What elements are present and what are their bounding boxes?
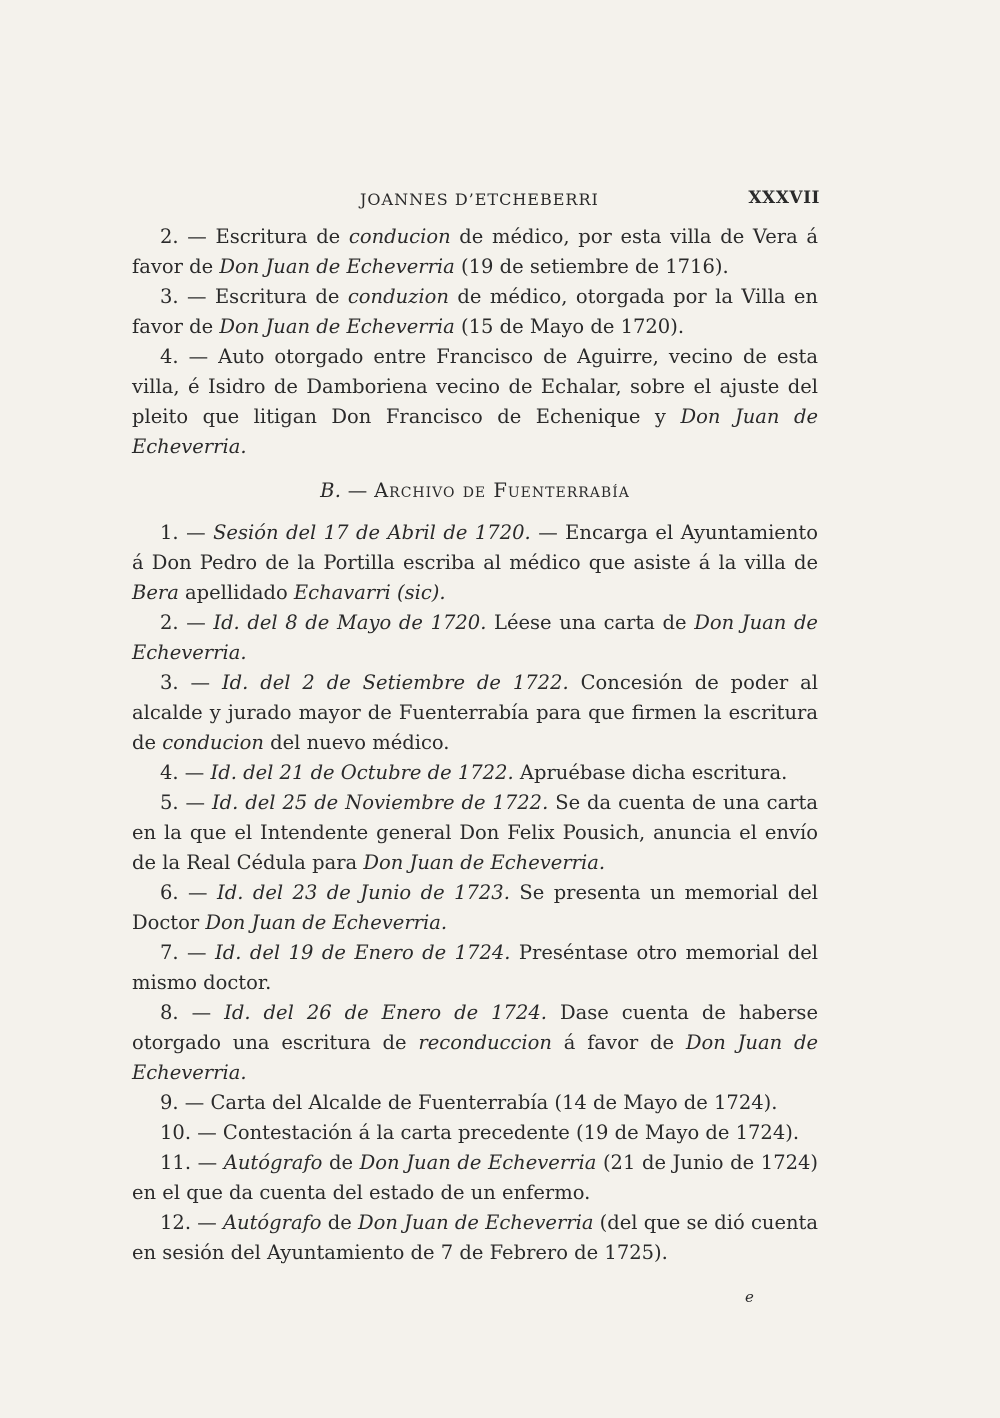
entry-italic-text: Echavarri (sic). xyxy=(293,581,446,604)
entry-text: (19 de setiembre de 1716). xyxy=(454,255,729,278)
entry-italic-text: Bera xyxy=(132,581,179,604)
entry-italic-text: Id. del 19 de Enero de 1724. xyxy=(206,941,511,964)
list-item xyxy=(132,788,818,878)
entry-text: (21 de Junio de 1724) en el que da cuenta del estado de un enfermo. xyxy=(132,1151,819,1204)
entry-number: 3. — xyxy=(160,285,207,308)
entry-number: 4. — xyxy=(160,345,209,368)
entry-text: Auto otorgado entre Francisco de Aguirre, vecino de esta villa, é Isidro de Damboriena vecino de Echalar, sobre el ajuste del pleito que litigan Don Francisco de Echenique y xyxy=(132,345,818,428)
entry-italic-text: Don Juan de Echeverria xyxy=(219,315,455,338)
entry-text: de xyxy=(322,1151,360,1174)
entry-text: de médico, otorgada por la Villa en favor de xyxy=(132,285,818,338)
list-item xyxy=(132,938,818,998)
entry-italic-text: Id. del 21 de Octubre de 1722. xyxy=(204,761,514,784)
entry-text: Concesión de poder al alcalde y jurado mayor de Fuenterrabía para que firmen la escritura de xyxy=(132,671,819,754)
entry-italic-text: conduzion xyxy=(347,285,449,308)
entries-list-a xyxy=(132,222,818,462)
entry-italic-text: Don Juan de Echeverria xyxy=(358,1211,594,1234)
entry-text: Dase cuenta de haberse otorgado una escritura de xyxy=(132,1001,818,1054)
entry-italic-text: Don Juan de Echeverria xyxy=(359,1151,597,1174)
entry-italic-text: conducion xyxy=(162,731,264,754)
list-item xyxy=(132,222,818,282)
list-item xyxy=(132,878,818,938)
list-item xyxy=(132,1208,818,1268)
list-item xyxy=(132,1088,818,1118)
list-item xyxy=(132,758,818,788)
entry-text: — Encarga el Ayuntamiento á Don Pedro de la Portilla escriba al médico que asiste á la villa de xyxy=(132,521,818,574)
list-item xyxy=(132,282,818,342)
list-item xyxy=(132,1148,818,1208)
entry-number: 10. — xyxy=(160,1121,217,1144)
entry-number: 7. — xyxy=(160,941,207,964)
entry-text: Escritura de xyxy=(206,225,349,248)
entry-italic-text: conducion xyxy=(348,225,451,248)
section-dash: — xyxy=(341,479,375,502)
entry-italic-text: Id. del 26 de Enero de 1724. xyxy=(211,1001,547,1024)
entry-text: de xyxy=(321,1211,358,1234)
entry-text: del nuevo médico. xyxy=(263,731,450,754)
entry-text: Se da cuenta de una carta en la que el Intendente general Don Felix Pousich, anuncia el envío de la Real Cédula para xyxy=(132,791,818,874)
entry-text: (del que se dió cuenta en sesión del Ayuntamiento de 7 de Febrero de 1725). xyxy=(132,1211,819,1264)
entry-italic-text: Don Juan de Echeverria. xyxy=(132,405,818,458)
entry-italic-text: Sesión del 17 de Abril de 1720. xyxy=(205,521,531,544)
entries-list-b xyxy=(132,518,818,1268)
entry-text: Carta del Alcalde de Fuenterrabía (14 de Mayo de 1724). xyxy=(204,1091,778,1114)
entry-italic-text: Autógrafo xyxy=(217,1151,323,1174)
entry-text: de médico, por esta villa de Vera á favor de xyxy=(132,225,818,278)
list-item xyxy=(132,342,818,462)
entry-text: Preséntase otro memorial del mismo doctor. xyxy=(132,941,818,994)
entry-text: Escritura de xyxy=(206,285,348,308)
entry-italic-text: Don Juan de Echeverria. xyxy=(132,611,818,664)
entry-italic-text: Autógrafo xyxy=(216,1211,322,1234)
list-item xyxy=(132,668,818,758)
list-item xyxy=(132,608,818,668)
entry-italic-text: Id. del 25 de Noviembre de 1722. xyxy=(205,791,549,814)
entry-italic-text: Don Juan de Echeverria. xyxy=(363,851,606,874)
page-number: XXXVII xyxy=(748,188,820,208)
list-item xyxy=(132,998,818,1088)
entry-number: 3. — xyxy=(160,671,211,694)
entry-text: Contestación á la carta precedente (19 de Mayo de 1724). xyxy=(216,1121,800,1144)
section-letter: B. xyxy=(320,479,342,502)
body-text xyxy=(132,222,818,1268)
entry-number: 2. — xyxy=(160,611,206,634)
entry-number: 5. — xyxy=(160,791,206,814)
entry-number: 8. — xyxy=(160,1001,212,1024)
entry-text: Se presenta un memorial del Doctor xyxy=(132,881,818,934)
entry-text: Apruébase dicha escritura. xyxy=(513,761,788,784)
entry-italic-text: Id. del 8 de Mayo de 1720. xyxy=(205,611,487,634)
entry-number: 12. — xyxy=(160,1211,217,1234)
section-title: Archivo de Fuenterrabía xyxy=(374,479,630,502)
entry-italic-text: Id. del 23 de Junio de 1723. xyxy=(207,881,510,904)
entry-number: 4. — xyxy=(160,761,205,784)
entry-text: apellidado xyxy=(178,581,294,604)
entry-number: 1. — xyxy=(160,521,206,544)
entry-number: 2. — xyxy=(160,225,207,248)
entry-text: (15 de Mayo de 1720). xyxy=(454,315,685,338)
entry-number: 6. — xyxy=(160,881,208,904)
entry-italic-text: Don Juan de Echeverria. xyxy=(132,1031,818,1084)
signature-mark: e xyxy=(745,1288,754,1306)
running-title: JOANNES D’ETCHEBERRI xyxy=(360,190,599,209)
entry-italic-text: Don Juan de Echeverria xyxy=(219,255,455,278)
list-item xyxy=(132,1118,818,1148)
entry-text: Léese una carta de xyxy=(486,611,695,634)
entry-number: 11. — xyxy=(160,1151,218,1174)
section-heading xyxy=(132,476,818,506)
entry-number: 9. — xyxy=(160,1091,205,1114)
entry-italic-text: Id. del 2 de Setiembre de 1722. xyxy=(210,671,569,694)
entry-italic-text: reconduccion xyxy=(418,1031,552,1054)
entry-text: á favor de xyxy=(551,1031,686,1054)
entry-italic-text: Don Juan de Echeverria. xyxy=(205,911,448,934)
list-item xyxy=(132,518,818,608)
